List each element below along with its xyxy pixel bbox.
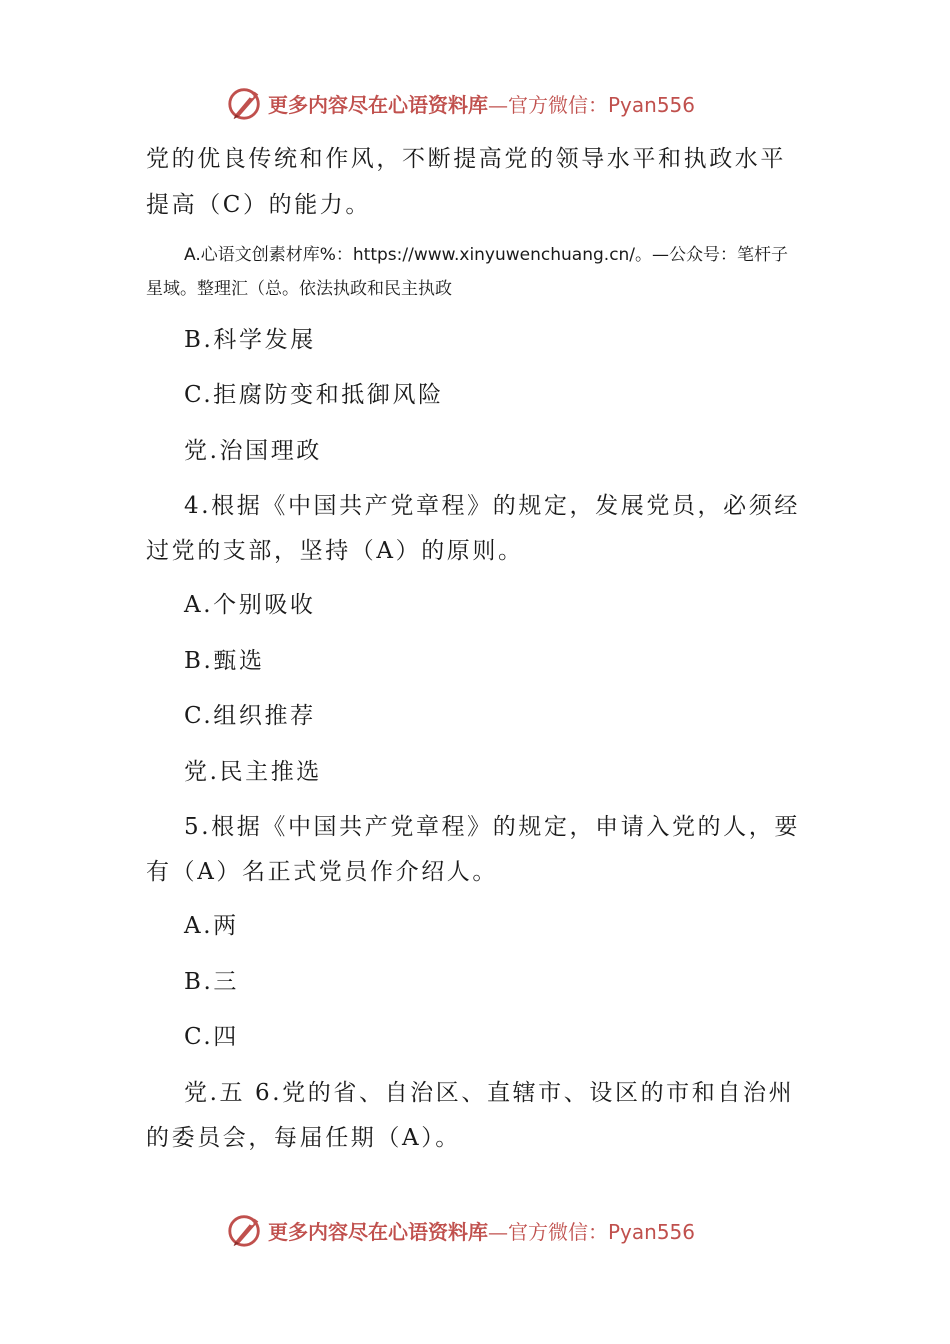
option-line: A.两 xyxy=(184,913,239,939)
banner-wechat-id: Pyan556 xyxy=(608,1219,696,1244)
option-line: B.三 xyxy=(184,969,240,995)
banner-text xyxy=(268,1216,695,1245)
option-line: C.四 xyxy=(184,1024,239,1050)
question-line: 过党的支部，坚持（A）的原则。 xyxy=(146,538,524,564)
watermark-line: 星域。整理汇（总。依法执政和民主执政 xyxy=(146,279,452,299)
option-line: 党.民主推选 xyxy=(184,759,322,785)
question-line: 有（A）名正式党员作介绍人。 xyxy=(146,859,499,885)
option-line: 党.治国理政 xyxy=(184,438,322,464)
question-line: 的委员会，每届任期（A）。 xyxy=(146,1125,461,1151)
question-line: 党.五 6.党的省、自治区、直辖市、设区的市和自治州 xyxy=(184,1080,795,1106)
footer-banner xyxy=(226,1210,746,1250)
banner-site-name: 更多内容尽在心语资料库 xyxy=(268,1219,488,1244)
text-line: 党的优良传统和作风，不断提高党的领导水平和执政水平 xyxy=(146,146,786,172)
option-line: C.组织推荐 xyxy=(184,703,316,729)
watermark-line: A.心语文创素材库%：https://www.xinyuwenchuang.cn/。—公众号：笔杆子 xyxy=(184,245,789,265)
text-line: 提高（C）的能力。 xyxy=(146,192,371,218)
banner-wechat-id: Pyan556 xyxy=(608,92,696,117)
banner-site-name: 更多内容尽在心语资料库 xyxy=(268,92,488,117)
option-line: C.拒腐防变和抵御风险 xyxy=(184,382,444,408)
question-line: 5.根据《中国共产党章程》的规定，申请入党的人，要 xyxy=(184,814,800,840)
option-line: B.甄选 xyxy=(184,648,265,674)
option-line: B.科学发展 xyxy=(184,327,316,353)
pen-logo-icon xyxy=(226,84,264,122)
question-line: 4.根据《中国共产党章程》的规定，发展党员，必须经 xyxy=(184,493,800,519)
option-line: A.个别吸收 xyxy=(184,592,316,618)
banner-wechat-label: —官方微信： xyxy=(488,1219,608,1244)
banner-wechat-label: —官方微信： xyxy=(488,92,608,117)
header-banner xyxy=(226,83,746,123)
pen-logo-icon xyxy=(226,1211,264,1249)
banner-text xyxy=(268,89,695,118)
